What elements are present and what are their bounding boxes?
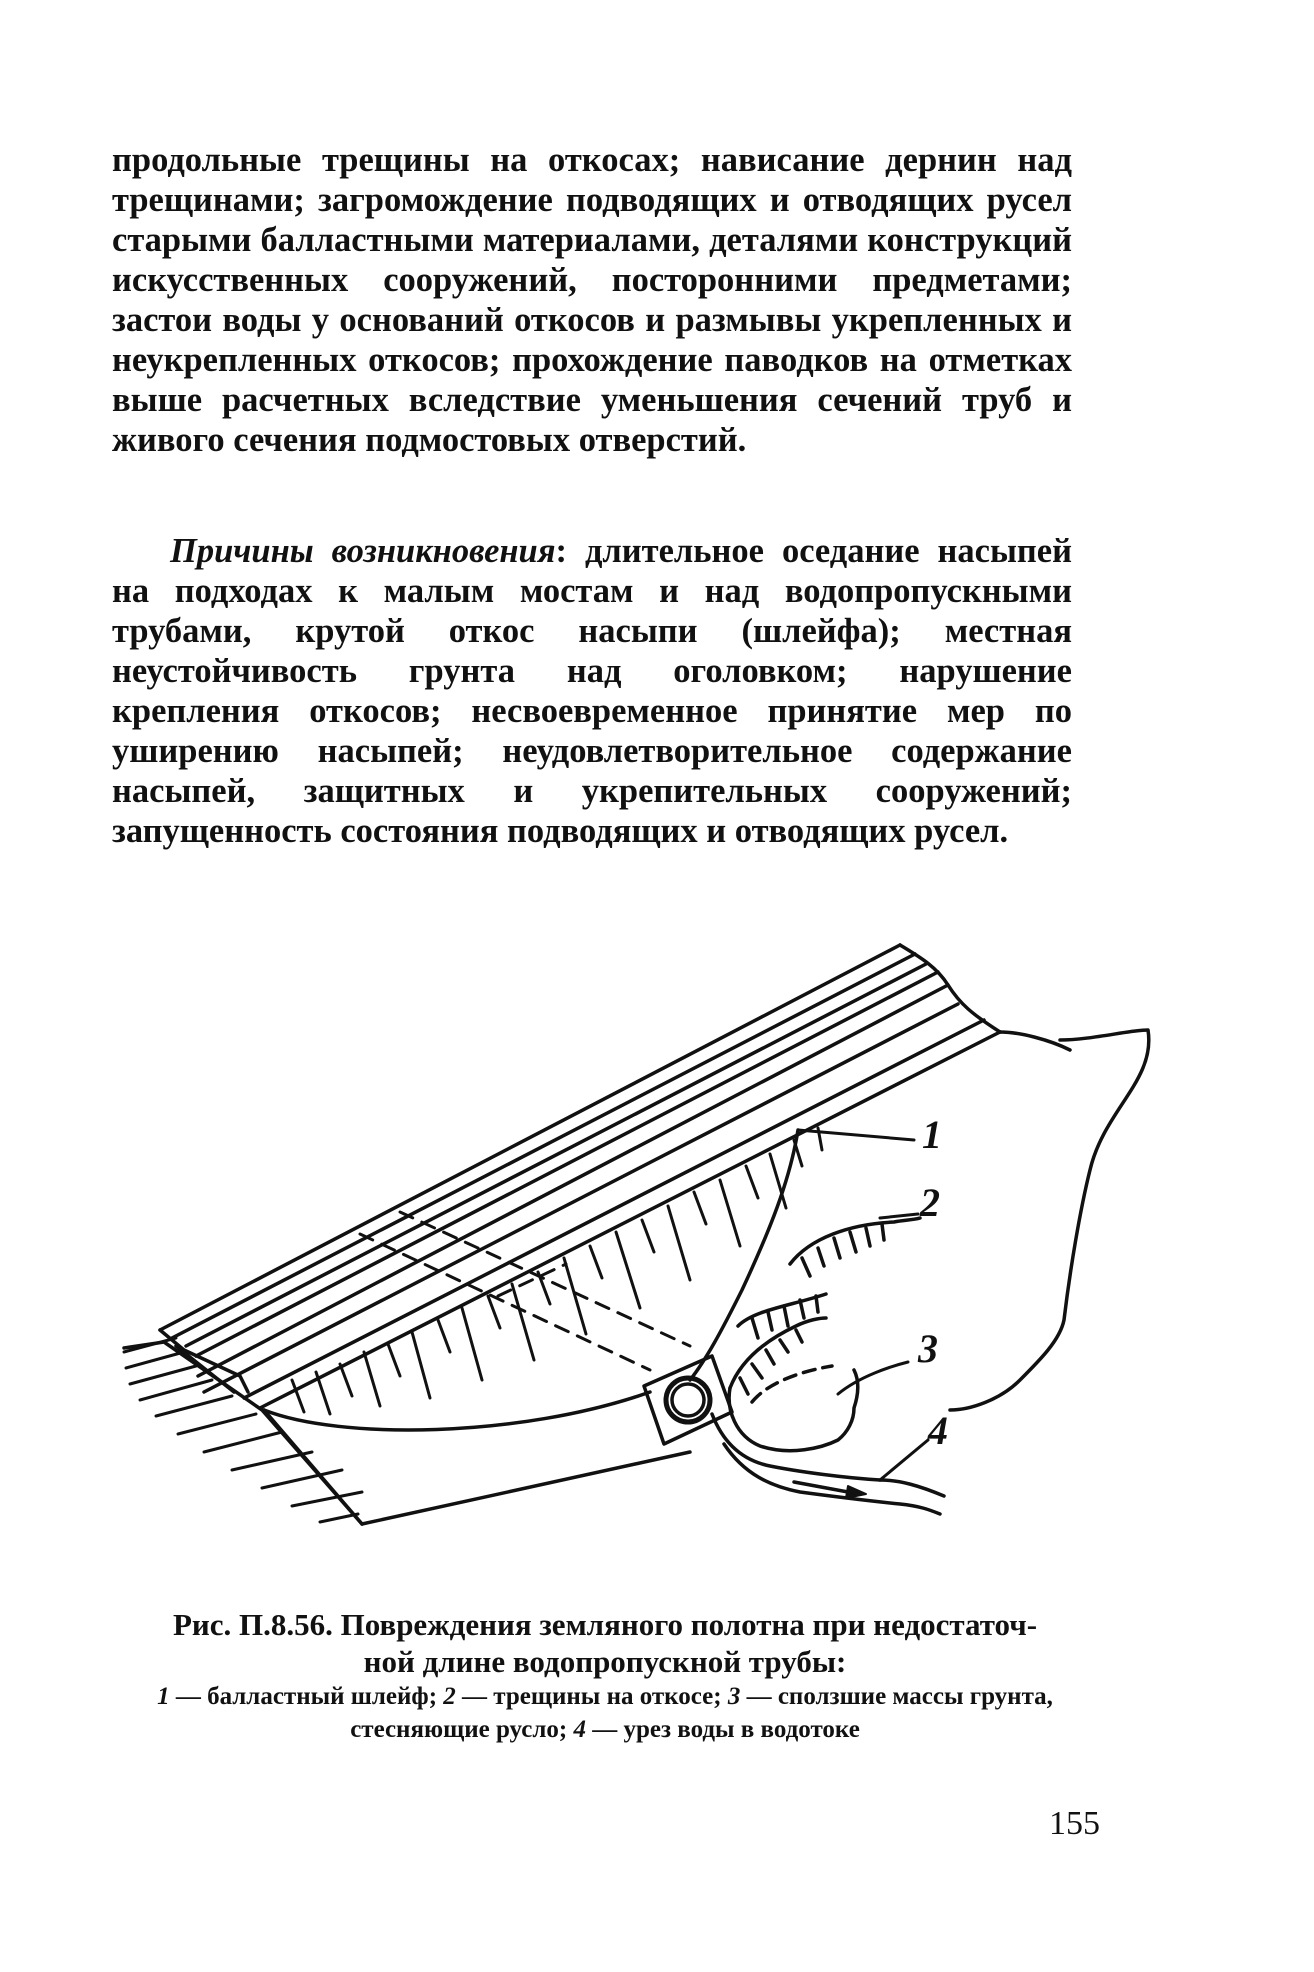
figure-label-2: 2 [920,1180,940,1225]
figure-caption-title [100,1606,1110,1680]
legend-num: 1 [157,1683,170,1710]
stream-water-edge [712,1414,944,1514]
legend-num: 3 [727,1683,741,1710]
caption-title-line-1: Рис. П.8.56. Повреждения земляного полотна при недостаточ- [172,1607,1038,1642]
figure-caption-legend [100,1680,1110,1746]
culvert-axis-dashed [360,1212,690,1370]
figure-label-4: 4 [928,1408,948,1453]
hillside-outline [950,1030,1149,1410]
legend-text: — урез воды в водотоке [585,1716,860,1743]
paragraph-2-text: : длительное оседание насыпей на подходах к малым мостам и над водопропускными трубами, крутой откос насыпи (шлейфа); местная неустойчивость грунта над оголовком; нарушение крепления откосов; несвоевременное принятие мер по уширению насыпей; неудовлетворительное содержание насыпей, защитных и укрепительных сооружений; запущенность состояния подводящих и отводящих русел. [112,532,1072,850]
ground-hatch [124,1338,362,1522]
legend-text: — сползшие массы грунта, стесняющие русло; [350,1683,1053,1743]
legend-text: — трещины на откосе; [455,1683,728,1710]
caption-title-line-2: ной длине водопропускной трубы: [363,1644,847,1679]
legend-num: 2 [443,1683,456,1710]
body-paragraph-1: продольные трещины на откосах; нависание дернин над трещинами; загромождение подводящих и отводящих русел старыми балластными материалами, деталями конструкций искусственных сооружений, посторонними предметами; застои воды у оснований откосов и размывы укрепленных и неукрепленных откосов; прохождение паводков на отметках выше расчетных вследствие уменьшения сечений труб и живого сечения подмостовых отверстий. [112,141,1072,459]
figure-label-3: 3 [918,1326,938,1371]
page-number: 155 [1049,1805,1100,1842]
slumped-soil-mass [729,1318,858,1451]
legend-num: 4 [573,1716,586,1743]
paragraph-lead-italic: Причины возникновения [170,532,556,570]
legend-text: — балластный шлейф; [169,1683,444,1710]
figure-label-1: 1 [922,1112,942,1157]
